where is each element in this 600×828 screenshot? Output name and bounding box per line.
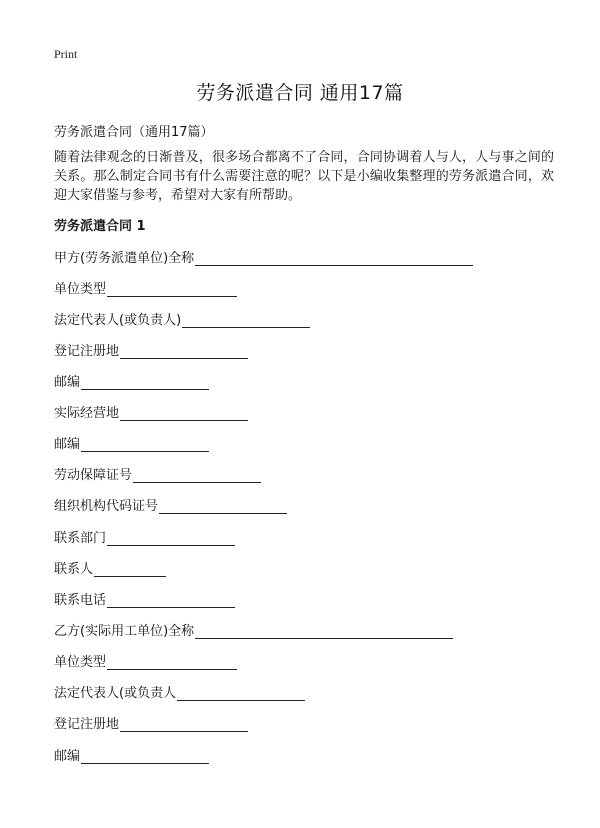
field-label: 乙方(实际用工单位)全称 bbox=[54, 624, 195, 639]
field-label: 登记注册地 bbox=[54, 344, 120, 359]
form-field bbox=[54, 621, 453, 639]
field-label: 单位类型 bbox=[54, 282, 107, 297]
field-label: 联系部门 bbox=[54, 531, 107, 546]
field-blank-line[interactable] bbox=[120, 406, 248, 421]
form-field bbox=[54, 310, 310, 328]
form-field bbox=[54, 403, 248, 421]
form-field bbox=[54, 341, 248, 359]
print-link[interactable]: Print bbox=[54, 47, 78, 61]
field-blank-line[interactable] bbox=[107, 531, 235, 546]
field-label: 单位类型 bbox=[54, 655, 107, 670]
form-field bbox=[54, 528, 235, 546]
field-blank-line[interactable] bbox=[107, 593, 235, 608]
form-field bbox=[54, 372, 209, 390]
field-label: 法定代表人(或负责人) bbox=[54, 313, 182, 328]
field-blank-line[interactable] bbox=[94, 562, 166, 577]
field-label: 邮编 bbox=[54, 375, 81, 390]
field-blank-line[interactable] bbox=[81, 749, 209, 764]
section-heading: 劳务派遣合同 1 bbox=[54, 219, 146, 234]
field-blank-line[interactable] bbox=[177, 686, 305, 701]
field-blank-line[interactable] bbox=[120, 344, 248, 359]
field-blank-line[interactable] bbox=[81, 375, 209, 390]
form-field bbox=[54, 714, 248, 732]
field-label: 联系人 bbox=[54, 562, 94, 577]
field-blank-line[interactable] bbox=[120, 717, 248, 732]
field-blank-line[interactable] bbox=[133, 468, 261, 483]
field-blank-line[interactable] bbox=[182, 313, 310, 328]
field-label: 邮编 bbox=[54, 437, 81, 452]
field-blank-line[interactable] bbox=[107, 655, 237, 670]
intro-paragraph: 随着法律观念的日渐普及，很多场合都离不了合同，合同协调着人与人，人与事之间的关系。那么制定合同书有什么需要注意的呢？以下是小编收集整理的劳务派遣合同，欢迎大家借鉴与参考，希望对大家有所帮助。 bbox=[54, 150, 554, 203]
field-blank-line[interactable] bbox=[107, 282, 237, 297]
form-field bbox=[54, 590, 235, 608]
field-label: 甲方(劳务派遣单位)全称 bbox=[54, 251, 195, 266]
field-label: 劳动保障证号 bbox=[54, 468, 133, 483]
field-blank-line[interactable] bbox=[159, 499, 287, 514]
field-blank-line[interactable] bbox=[195, 251, 473, 266]
form-field bbox=[54, 559, 166, 577]
field-label: 邮编 bbox=[54, 749, 81, 764]
field-label: 实际经营地 bbox=[54, 406, 120, 421]
form-field bbox=[54, 465, 261, 483]
field-blank-line[interactable] bbox=[195, 624, 453, 639]
form-field bbox=[54, 652, 237, 670]
form-field bbox=[54, 683, 305, 701]
form-field bbox=[54, 248, 473, 266]
field-blank-line[interactable] bbox=[81, 437, 209, 452]
form-field bbox=[54, 746, 209, 764]
field-label: 组织机构代码证号 bbox=[54, 499, 159, 514]
form-field bbox=[54, 434, 209, 452]
document-subtitle: 劳务派遣合同（通用17篇） bbox=[54, 125, 214, 140]
form-field bbox=[54, 279, 237, 297]
field-label: 登记注册地 bbox=[54, 717, 120, 732]
field-label: 联系电话 bbox=[54, 593, 107, 608]
field-label: 法定代表人(或负责人 bbox=[54, 686, 177, 701]
document-title: 劳务派遣合同 通用17篇 bbox=[196, 82, 404, 104]
form-field bbox=[54, 496, 287, 514]
